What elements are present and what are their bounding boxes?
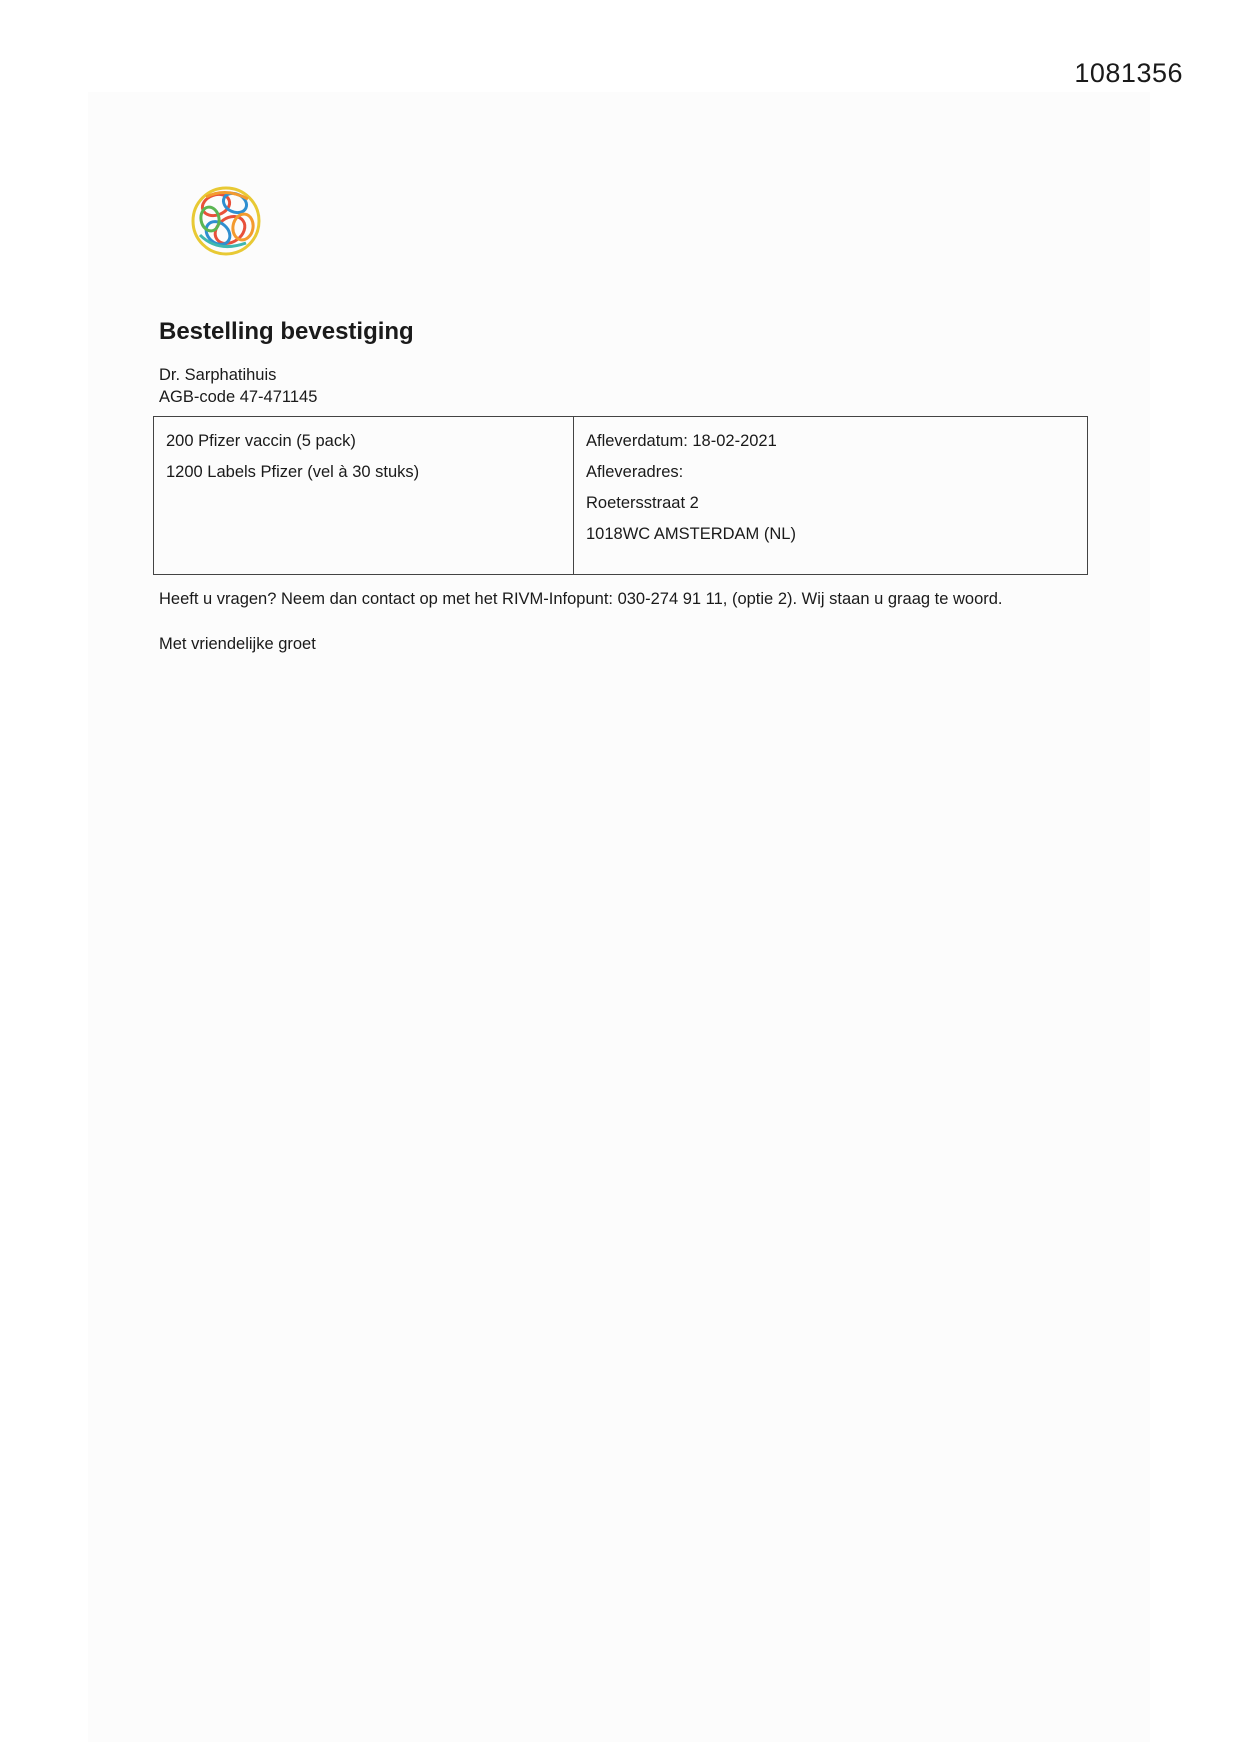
recipient-block [159,364,317,408]
agb-code: AGB-code 47-471145 [159,388,318,406]
delivery-date: Afleverdatum: 18-02-2021 [586,432,777,450]
delivery-city: 1018WC AMSTERDAM (NL) [586,525,796,543]
delivery-street: Roetersstraat 2 [586,494,699,512]
contact-text: Heeft u vragen? Neem dan contact op met het RIVM-Infopunt: 030-274 91 11, (optie 2). Wij staan u graag te woord. [159,590,1003,608]
closing-text: Met vriendelijke groet [159,635,316,653]
document-number: 1081356 [1074,58,1183,88]
order-table [153,416,1088,575]
delivery-cell [574,417,1087,574]
recipient-name: Dr. Sarphatihuis [159,366,277,384]
delivery-address-label: Afleveradres: [586,463,684,481]
order-item: 200 Pfizer vaccin (5 pack) [166,432,356,450]
order-items-cell [154,417,574,574]
page-title: Bestelling bevestiging [159,318,414,345]
order-item: 1200 Labels Pfizer (vel à 30 stuks) [166,463,420,481]
rivm-rings-logo-icon [188,183,264,259]
